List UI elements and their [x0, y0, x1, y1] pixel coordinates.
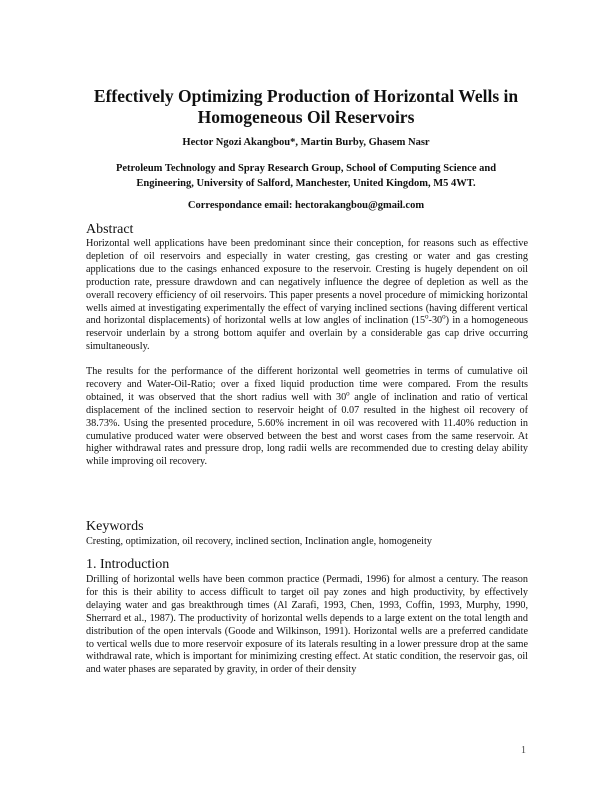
- abstract-heading: Abstract: [86, 222, 134, 237]
- keywords-heading: Keywords: [86, 519, 144, 534]
- affiliation-line-2: Engineering, University of Salford, Manchester, United Kingdom, M5 4WT.: [136, 177, 476, 189]
- degree-superscript-3: o: [346, 389, 350, 398]
- abstract-p1-text-c: ) in a homogeneous reservoir underlain by a strong bottom aquifer and overlain by a considerable gas cap drive occurring simultaneously.: [86, 315, 528, 353]
- correspondence-email: Correspondance email: hectorakangbou@gmail.com: [187, 200, 425, 211]
- abstract-p2-text-b: angle of inclination and ratio of vertical displacement of the inclined section to reservoir height of 0.07 resulted in the highest oil recovery of 38.73%. Using the presented procedure, 5.60% increment in oil was recovered with 11.40% reduction in cumulative produced water were observed between the best and worst cases from the same reservoir. At higher withdrawal rates and pressure drop, long radii wells are recommended due to cresting delay ability while improving oil recovery.: [86, 391, 528, 468]
- author-list: Hector Ngozi Akangbou*, Martin Burby, Ghasem Nasr: [182, 137, 430, 148]
- degree-superscript-1: o: [425, 313, 429, 322]
- introduction-heading: 1. Introduction: [86, 557, 170, 572]
- title-line-1: Effectively Optimizing Production of Horizontal Wells in: [93, 86, 519, 106]
- introduction-paragraph-1: Drilling of horizontal wells have been common practice (Permadi, 1996) for almost a century. The reason for this is their ability to access difficult to target oil pay zones and high productivity, by effectively delaying water and gas breakthrough times (Al Zarafi, 1993, Chen, 1993, Coffin, 1993, Murphy, 1990, Sherrard et al., 1987). The productivity of horizontal wells depends to a large extent on the total length and distribution of the open intervals (Goode and Wilkinson, 1991). Horizontal wells are a preferred candidate to vertical wells due to more reservoir exposure of its laterals resulting in a lower pressure drop at the same withdrawal rate, which is important for minimizing cresting effect. At static condition, the reservoir gas, oil and water phases are separated by gravity, in order of their density: [86, 574, 528, 676]
- abstract-p2-text-a: The results for the performance of the different horizontal well geometries in terms of cumulative oil recovery and Water-Oil-Ratio; over a fixed liquid production time were compared. From the results obtained, it was observed that the short radius well with 30: [86, 366, 528, 403]
- degree-superscript-2: o: [442, 313, 446, 322]
- keywords-list: Cresting, optimization, oil recovery, inclined section, Inclination angle, homogeneity: [86, 536, 432, 547]
- page-number: 1: [521, 745, 526, 756]
- abstract-p1-text-b: -30: [428, 315, 443, 327]
- abstract-paragraph-1: [86, 238, 528, 354]
- affiliation: [76, 162, 536, 191]
- abstract-p1-text-a: Horizontal well applications have been predominant since their conception, for reasons such as effective depletion of oil reservoirs and especially in water cresting, gas cresting or water and gas cresting applications due to the casings enhanced exposure to the reservoir. Cresting is hugely dependent on oil production rate, pressure drawdown and can negatively influence the degree of depletion as well as the overall recovery efficiency of oil reservoirs. This paper presents a novel procedure of mimicking horizontal wells aimed at investigating experimentally the effect of varying inclined sections (having different vertical and horizontal displacements) of horizontal wells at low angles of inclination (15: [86, 238, 528, 327]
- abstract-paragraph-2: [86, 366, 528, 469]
- title-line-2: Homogeneous Oil Reservoirs: [197, 107, 415, 127]
- paper-title: [70, 86, 542, 128]
- affiliation-line-1: Petroleum Technology and Spray Research Group, School of Computing Science and: [115, 163, 497, 174]
